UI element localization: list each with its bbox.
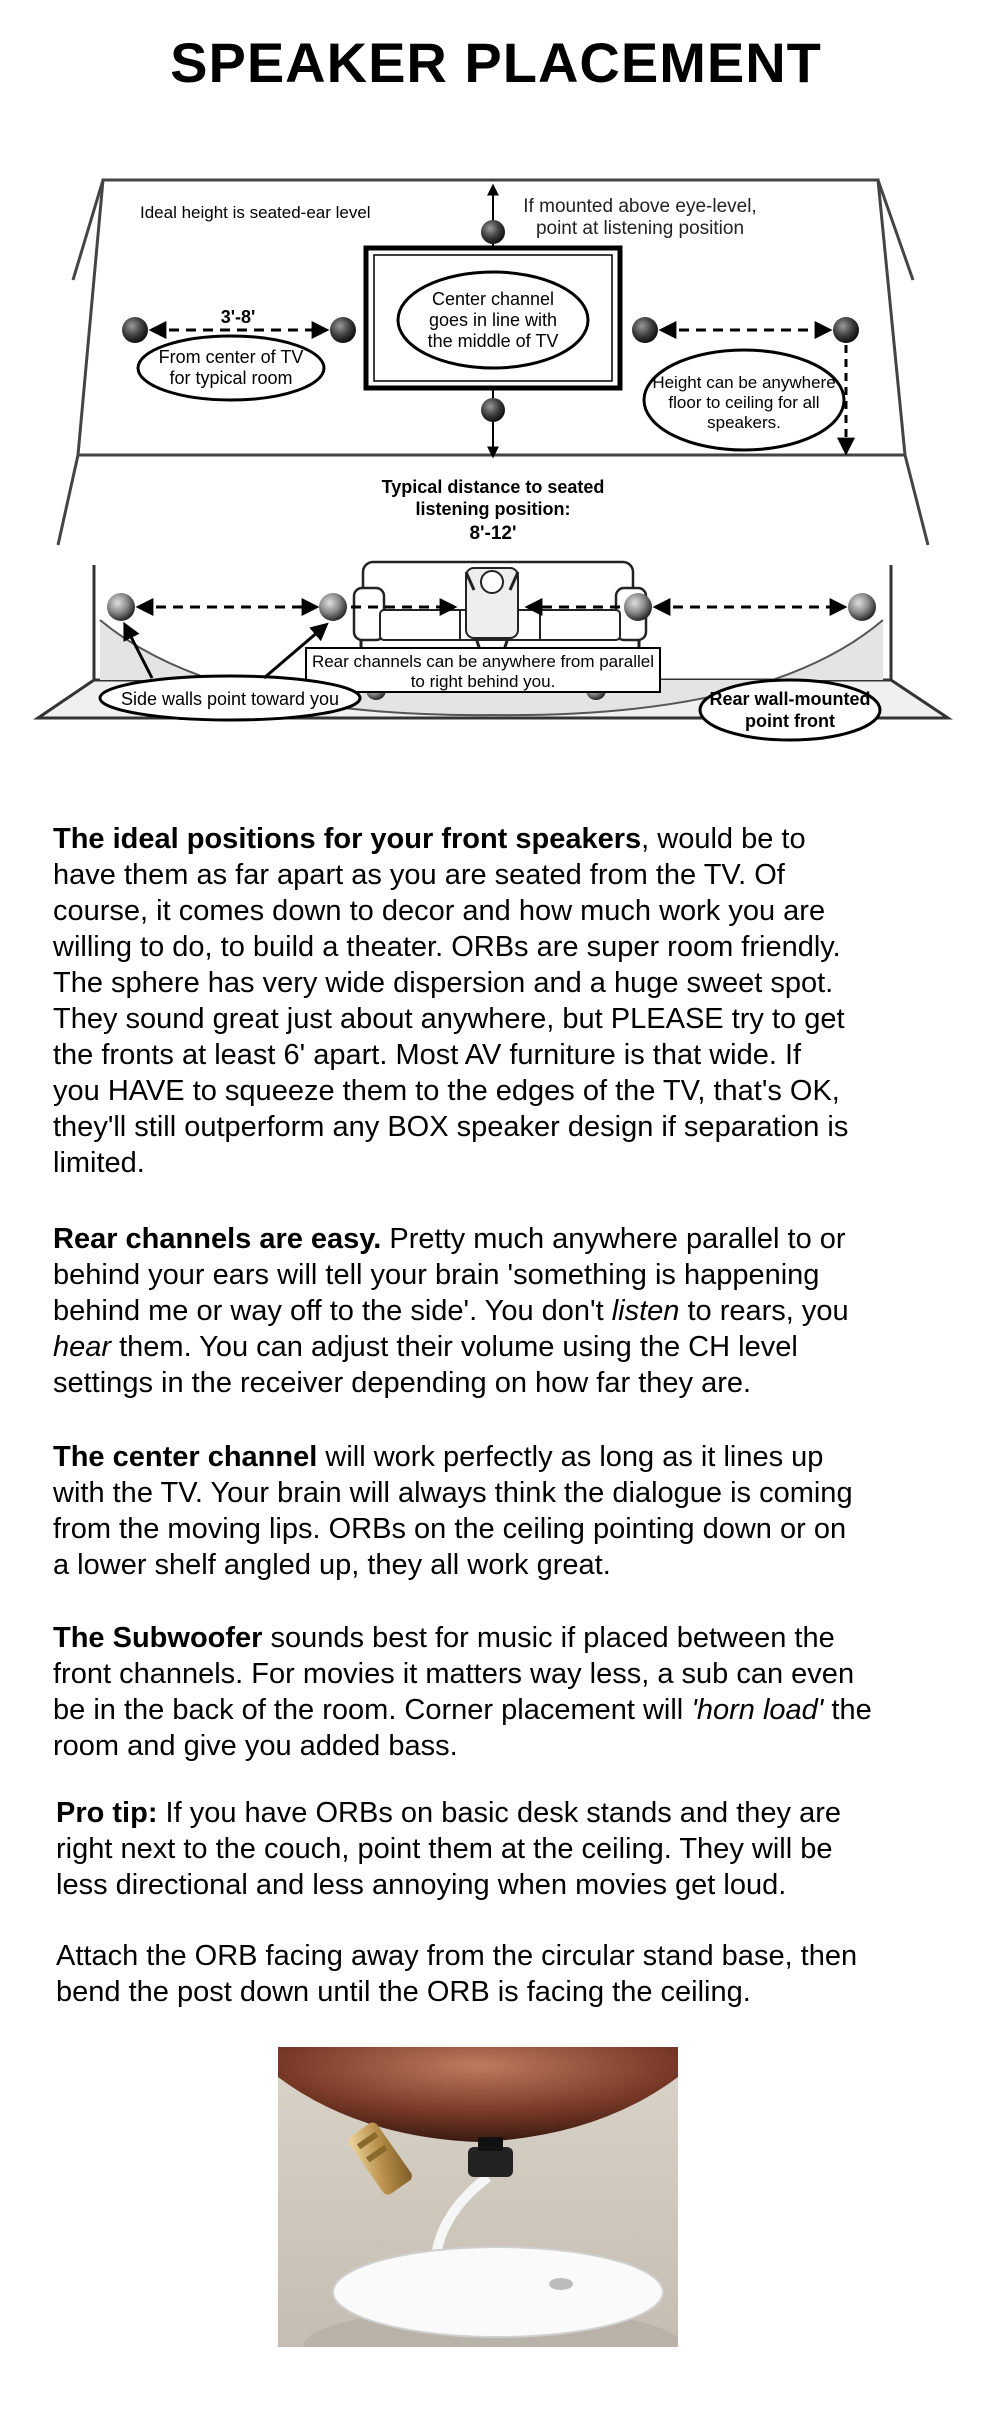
emphasis-horn-load: 'horn load': [691, 1694, 824, 1726]
speaker-placement-diagram: [28, 170, 964, 760]
front-distance-label: 3'-8': [220, 307, 256, 327]
mounted-above-label-2: point at listening position: [535, 218, 745, 239]
text-line: limited.: [53, 1147, 145, 1179]
center-channel-label-2: goes in line with: [428, 310, 558, 330]
page-title: SPEAKER PLACEMENT: [170, 31, 822, 94]
rear-channels-heading: Rear channels are easy.: [53, 1223, 382, 1255]
mounted-above-label-1: If mounted above eye-level,: [523, 196, 757, 217]
text-line: right next to the couch, point them at the ceiling. They will be: [56, 1833, 833, 1865]
text-line: Attach the ORB facing away from the circular stand base, then: [56, 1940, 858, 1972]
rear-right-speaker-icon: [624, 593, 652, 621]
rear-wall-label-1: Rear wall-mounted: [709, 689, 871, 709]
text-line: to rears, you: [679, 1295, 849, 1327]
top-center-speaker-icon: [481, 220, 505, 244]
rear-channels-paragraph: [53, 1221, 953, 1401]
text-line: sounds best for music if placed between the: [262, 1622, 835, 1654]
rear-channels-label-1: Rear channels can be anywhere from parallel: [311, 652, 655, 671]
center-channel-paragraph: [53, 1439, 953, 1583]
text-line: If you have ORBs on basic desk stands and they are: [157, 1797, 841, 1829]
pro-tip-paragraph: [56, 1795, 956, 1903]
text-line: course, it comes down to decor and how much work you are: [53, 895, 826, 927]
text-line: front channels. For movies it matters way less, a sub can even: [53, 1658, 855, 1690]
side-walls-label: Side walls point toward you: [120, 689, 340, 709]
person-icon: [466, 568, 518, 650]
text-line: have them as far apart as you are seated from the TV. Of: [53, 859, 785, 891]
text-line: they'll still outperform any BOX speaker design if separation is: [53, 1111, 849, 1143]
text-line: They sound great just about anywhere, but PLEASE try to get: [53, 1003, 845, 1035]
text-line: the fronts at least 6' apart. Most AV furniture is that wide. If: [53, 1039, 802, 1071]
text-line: The sphere has very wide dispersion and a huge sweet spot.: [53, 967, 834, 999]
ideal-height-label: Ideal height is seated-ear level: [140, 203, 371, 222]
text-line: settings in the receiver depending on how far they are.: [53, 1367, 752, 1399]
front-speakers-heading: The ideal positions for your front speakers: [53, 823, 642, 855]
from-center-label-2: for typical room: [169, 368, 293, 388]
text-line: Pretty much anywhere parallel to or: [381, 1223, 846, 1255]
typical-distance-label-2: listening position:: [415, 499, 571, 519]
height-label-1: Height can be anywhere: [652, 373, 836, 392]
center-channel-label-1: Center channel: [431, 289, 555, 309]
attach-paragraph: [56, 1938, 956, 2010]
text-line: the: [823, 1694, 872, 1726]
subwoofer-paragraph: [53, 1620, 953, 1764]
height-label-3: speakers.: [707, 413, 781, 432]
text-line: , would be to: [641, 823, 806, 855]
height-label-2: floor to ceiling for all: [668, 393, 820, 412]
rear-left-speaker-icon: [319, 593, 347, 621]
center-channel-label-3: the middle of TV: [427, 331, 559, 351]
front-speakers-paragraph: [53, 821, 953, 1181]
text-line: will work perfectly as long as it lines up: [317, 1441, 824, 1473]
text-line: you HAVE to squeeze them to the edges of the TV, that's OK,: [53, 1075, 840, 1107]
text-line: with the TV. Your brain will always think the dialogue is coming: [53, 1477, 853, 1509]
front-right-inner-speaker-icon: [632, 317, 658, 343]
text-line: room and give you added bass.: [53, 1730, 458, 1762]
text-line: willing to do, to build a theater. ORBs are super room friendly.: [53, 931, 841, 963]
side-right-speaker-icon: [848, 593, 876, 621]
text-line: bend the post down until the ORB is facing the ceiling.: [56, 1976, 751, 2008]
center-channel-heading: The center channel: [53, 1441, 318, 1473]
side-left-speaker-icon: [107, 593, 135, 621]
orb-stand-photo: [278, 2047, 678, 2347]
front-left-outer-speaker-icon: [122, 317, 148, 343]
rear-channels-label-2: to right behind you.: [410, 672, 556, 691]
front-right-outer-speaker-icon: [833, 317, 859, 343]
text-line: a lower shelf angled up, they all work great.: [53, 1549, 611, 1581]
typical-distance-label-1: Typical distance to seated: [381, 477, 605, 497]
text-line: from the moving lips. ORBs on the ceiling pointing down or on: [53, 1513, 847, 1545]
text-line: behind your ears will tell your brain 'something is happening: [53, 1259, 820, 1291]
emphasis-hear: hear: [53, 1331, 112, 1363]
subwoofer-heading: The Subwoofer: [53, 1622, 263, 1654]
text-line: them. You can adjust their volume using the CH level: [111, 1331, 798, 1363]
bottom-center-speaker-icon: [481, 398, 505, 422]
front-left-inner-speaker-icon: [330, 317, 356, 343]
from-center-label-1: From center of TV: [158, 347, 304, 367]
emphasis-listen: listen: [611, 1295, 680, 1327]
rear-wall-label-2: point front: [745, 711, 835, 731]
text-line: less directional and less annoying when movies get loud.: [56, 1869, 787, 1901]
text-line: behind me or way off to the side'. You don't: [53, 1295, 612, 1327]
typical-distance-label-3: 8'-12': [469, 523, 517, 544]
text-line: be in the back of the room. Corner placement will: [53, 1694, 692, 1726]
pro-tip-heading: Pro tip:: [56, 1797, 158, 1829]
